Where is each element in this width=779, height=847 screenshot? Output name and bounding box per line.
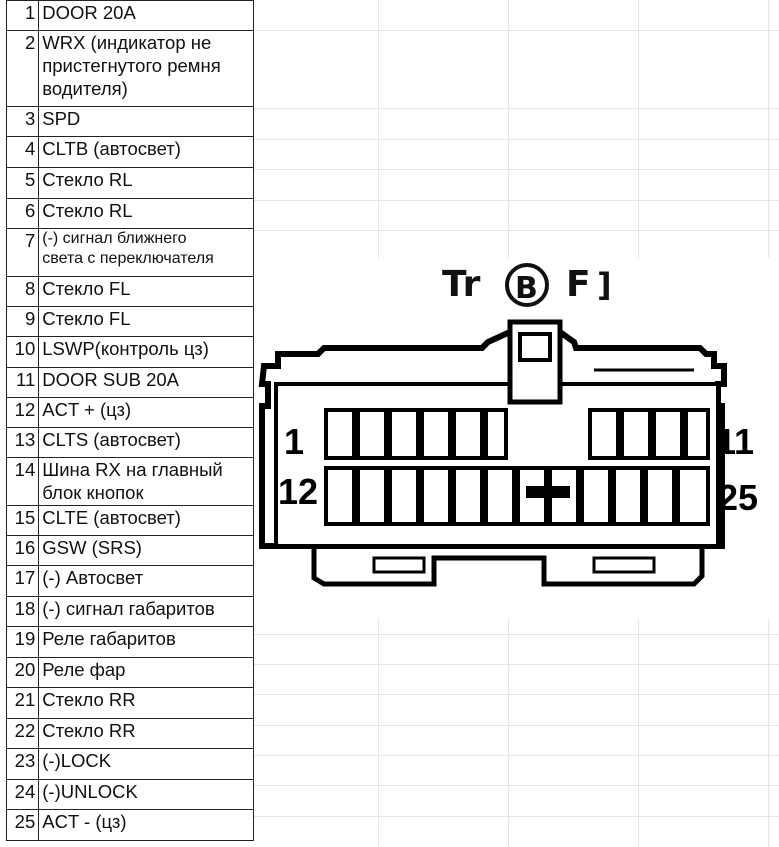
- pin-number-cell[interactable]: 18: [7, 597, 39, 627]
- pin-description-cell[interactable]: ACT + (цз): [39, 398, 254, 428]
- pin-number-cell[interactable]: 25: [7, 810, 39, 841]
- table-row: [7, 277, 254, 307]
- table-row: [7, 566, 254, 597]
- pin-number-cell[interactable]: 14: [7, 458, 39, 506]
- connector-key: [526, 486, 570, 498]
- table-row: [7, 1, 254, 31]
- pin-description-cell[interactable]: (-) сигнал ближнего света с переключателя: [39, 229, 254, 277]
- pin-number-cell[interactable]: 7: [7, 229, 39, 277]
- pin-label-12: 12: [278, 471, 319, 512]
- pin-description-cell[interactable]: SPD: [39, 107, 254, 137]
- connector-latch-window: [520, 334, 550, 360]
- table-row: [7, 31, 254, 107]
- table-row: [7, 398, 254, 428]
- table-row: [7, 506, 254, 536]
- pin-number-cell[interactable]: 11: [7, 368, 39, 398]
- pin-description-cell[interactable]: WRX (индикатор не пристегнутого ремня водителя): [39, 31, 254, 107]
- pin-description-cell[interactable]: Стекло RR: [39, 688, 254, 719]
- pin-description-cell[interactable]: CLTE (автосвет): [39, 506, 254, 536]
- table-row: [7, 688, 254, 719]
- table-row: [7, 597, 254, 627]
- pin-description-cell[interactable]: (-) сигнал габаритов: [39, 597, 254, 627]
- pin-number-cell[interactable]: 5: [7, 168, 39, 199]
- table-row: [7, 199, 254, 229]
- table-row: [7, 337, 254, 368]
- pin-number-cell[interactable]: 22: [7, 719, 39, 749]
- table-row: [7, 749, 254, 780]
- pin-number-cell[interactable]: 17: [7, 566, 39, 597]
- table-row: [7, 428, 254, 458]
- pin-description-cell[interactable]: DOOR SUB 20A: [39, 368, 254, 398]
- table-row: [7, 536, 254, 566]
- pinout-table: [6, 0, 254, 841]
- connector-diagram: [254, 258, 779, 618]
- pin-description-cell[interactable]: ACT - (цз): [39, 810, 254, 841]
- table-row: [7, 719, 254, 749]
- pin-description-cell[interactable]: GSW (SRS): [39, 536, 254, 566]
- pin-description-cell[interactable]: Шина RX на главный блок кнопок: [39, 458, 254, 506]
- pin-description-cell[interactable]: Стекло FL: [39, 277, 254, 307]
- table-row: [7, 780, 254, 810]
- pin-number-cell[interactable]: 24: [7, 780, 39, 810]
- pin-description-cell[interactable]: CLTS (автосвет): [39, 428, 254, 458]
- pin-number-cell[interactable]: 20: [7, 658, 39, 688]
- table-row: [7, 107, 254, 137]
- table-row: [7, 627, 254, 658]
- pin-number-cell[interactable]: 16: [7, 536, 39, 566]
- connector-skirt: [314, 546, 702, 584]
- pin-description-cell[interactable]: Стекло RL: [39, 168, 254, 199]
- pin-description-cell[interactable]: (-)LOCK: [39, 749, 254, 780]
- pin-number-cell[interactable]: 13: [7, 428, 39, 458]
- connector-mark-f: F: [566, 264, 591, 305]
- pin-number-cell[interactable]: 12: [7, 398, 39, 428]
- pin-number-cell[interactable]: 21: [7, 688, 39, 719]
- pin-label-11: 11: [716, 421, 755, 462]
- table-row: [7, 368, 254, 398]
- table-row: [7, 307, 254, 337]
- table-row: [7, 168, 254, 199]
- pin-number-cell[interactable]: 4: [7, 137, 39, 168]
- pin-description-cell[interactable]: DOOR 20A: [39, 1, 254, 31]
- pin-number-cell[interactable]: 9: [7, 307, 39, 337]
- connector-mark-b: B: [515, 271, 538, 306]
- pin-description-cell[interactable]: Стекло RR: [39, 719, 254, 749]
- pin-number-cell[interactable]: 10: [7, 337, 39, 368]
- table-row: [7, 658, 254, 688]
- table-row: [7, 458, 254, 506]
- pin-label-25: 25: [718, 477, 759, 518]
- pin-description-cell[interactable]: Реле габаритов: [39, 627, 254, 658]
- table-row: [7, 810, 254, 841]
- pin-description-cell[interactable]: (-) Автосвет: [39, 566, 254, 597]
- pin-number-cell[interactable]: 1: [7, 1, 39, 31]
- pin-number-cell[interactable]: 8: [7, 277, 39, 307]
- pin-number-cell[interactable]: 19: [7, 627, 39, 658]
- pin-description-cell[interactable]: Стекло FL: [39, 307, 254, 337]
- table-row: [7, 229, 254, 277]
- pin-label-1: 1: [284, 421, 305, 462]
- pin-number-cell[interactable]: 6: [7, 199, 39, 229]
- pin-description-cell[interactable]: Стекло RL: [39, 199, 254, 229]
- pin-number-cell[interactable]: 3: [7, 107, 39, 137]
- pin-number-cell[interactable]: 2: [7, 31, 39, 107]
- connector-mark-bar: ]: [597, 266, 612, 304]
- connector-lower-row: [326, 468, 708, 524]
- table-row: [7, 137, 254, 168]
- pin-number-cell[interactable]: 15: [7, 506, 39, 536]
- pin-description-cell[interactable]: (-)UNLOCK: [39, 780, 254, 810]
- connector-mark-tr: Tr: [442, 264, 481, 305]
- pin-description-cell[interactable]: CLTB (автосвет): [39, 137, 254, 168]
- pin-number-cell[interactable]: 23: [7, 749, 39, 780]
- pin-description-cell[interactable]: LSWP(контроль цз): [39, 337, 254, 368]
- pin-description-cell[interactable]: Реле фар: [39, 658, 254, 688]
- connector-drawing: [254, 258, 779, 618]
